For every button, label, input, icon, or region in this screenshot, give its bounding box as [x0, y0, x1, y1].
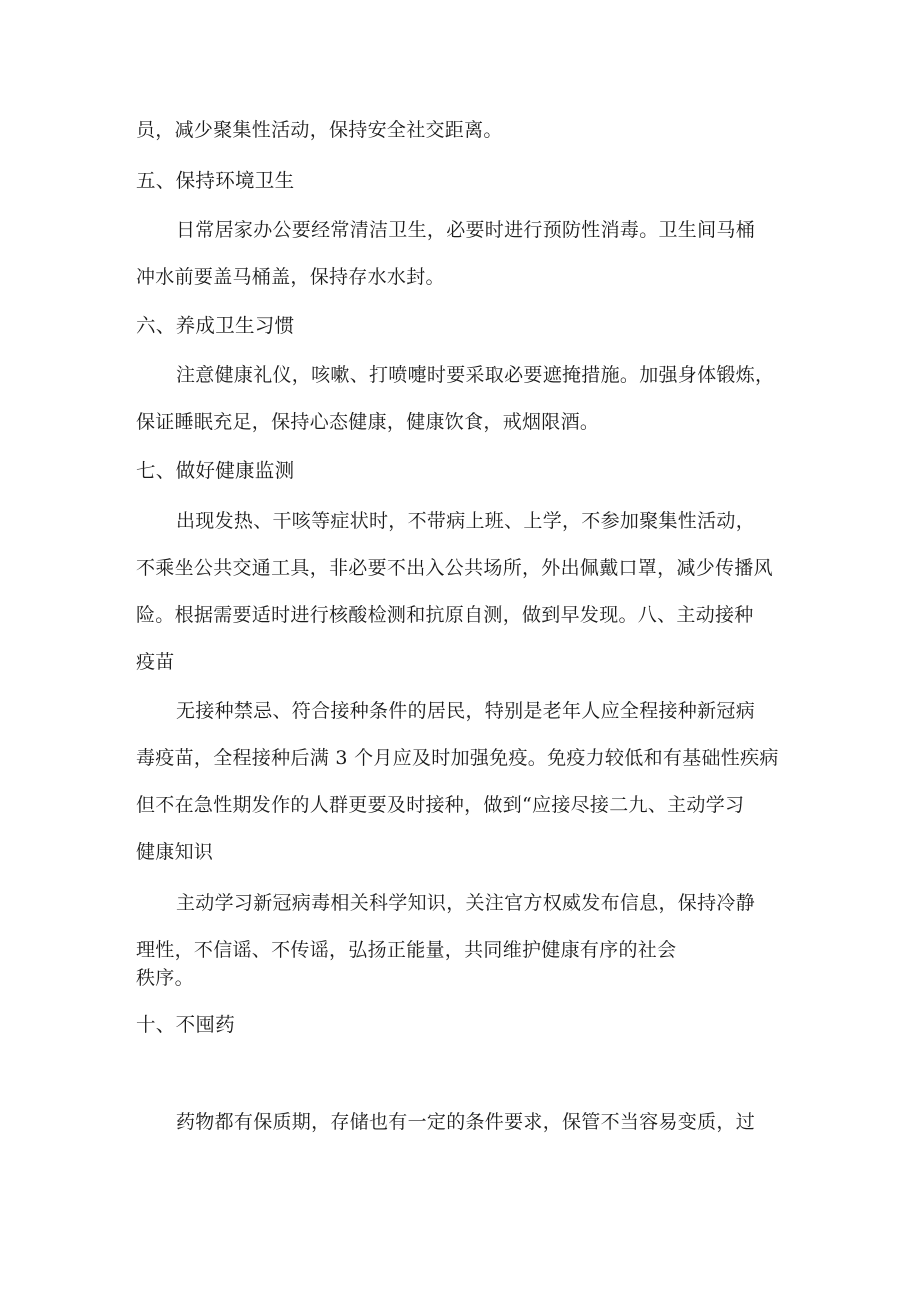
paragraph-line: 但不在急性期发作的人群更要及时接种，做到“应接尽接二九、主动学习: [136, 794, 745, 816]
section-heading: 七、做好健康监测: [136, 459, 295, 482]
paragraph-line: 无接种禁忌、符合接种条件的居民，特别是老年人应全程接种新冠病: [176, 700, 756, 722]
paragraph-line: 健康知识: [136, 841, 214, 863]
paragraph-line: 出现发热、干咳等症状时，不带病上班、上学，不参加聚集性活动，: [176, 510, 756, 532]
paragraph-line: 保证睡眠充足，保持心态健康，健康饮食，戒烟限酒。: [136, 411, 600, 433]
section-heading: 十、不囤药: [136, 1013, 236, 1036]
paragraph-line: 疫苗: [136, 651, 175, 673]
paragraph-line: 险。根据需要适时进行核酸检测和抗原自测，做到早发现。八、主动接种: [136, 604, 754, 626]
paragraph-line: 员，减少聚集性活动，保持安全社交距离。: [136, 119, 503, 141]
section-heading: 六、养成卫生习惯: [136, 314, 295, 337]
paragraph-line: 不乘坐公共交通工具，非必要不出入公共场所，外出佩戴口罩，减少传播风: [136, 557, 773, 579]
paragraph-line: 药物都有保质期，存储也有一定的条件要求，保管不当容易变质，过: [176, 1111, 756, 1133]
paragraph-line: 注意健康礼仪，咳嗽、打喷嚏时要采取必要遮掩措施。加强身体锻炼，: [176, 364, 775, 386]
paragraph-line: 理性，不信谣、不传谣，弘扬正能量，共同维护健康有序的社会: [136, 939, 677, 961]
paragraph-line: 毒疫苗，全程接种后满 3 个月应及时加强免疫。免疫力较低和有基础性疾病: [136, 747, 779, 769]
paragraph-line: 日常居家办公要经常清洁卫生，必要时进行预防性消毒。卫生间马桶: [176, 219, 756, 241]
paragraph-line: 冲水前要盖马桶盖，保持存水水封。: [136, 266, 445, 288]
paragraph-line: 主动学习新冠病毒相关科学知识，关注官方权威发布信息，保持冷静: [176, 892, 756, 914]
section-heading: 五、保持环境卫生: [136, 169, 295, 192]
paragraph-line: 秩序。: [136, 967, 194, 989]
